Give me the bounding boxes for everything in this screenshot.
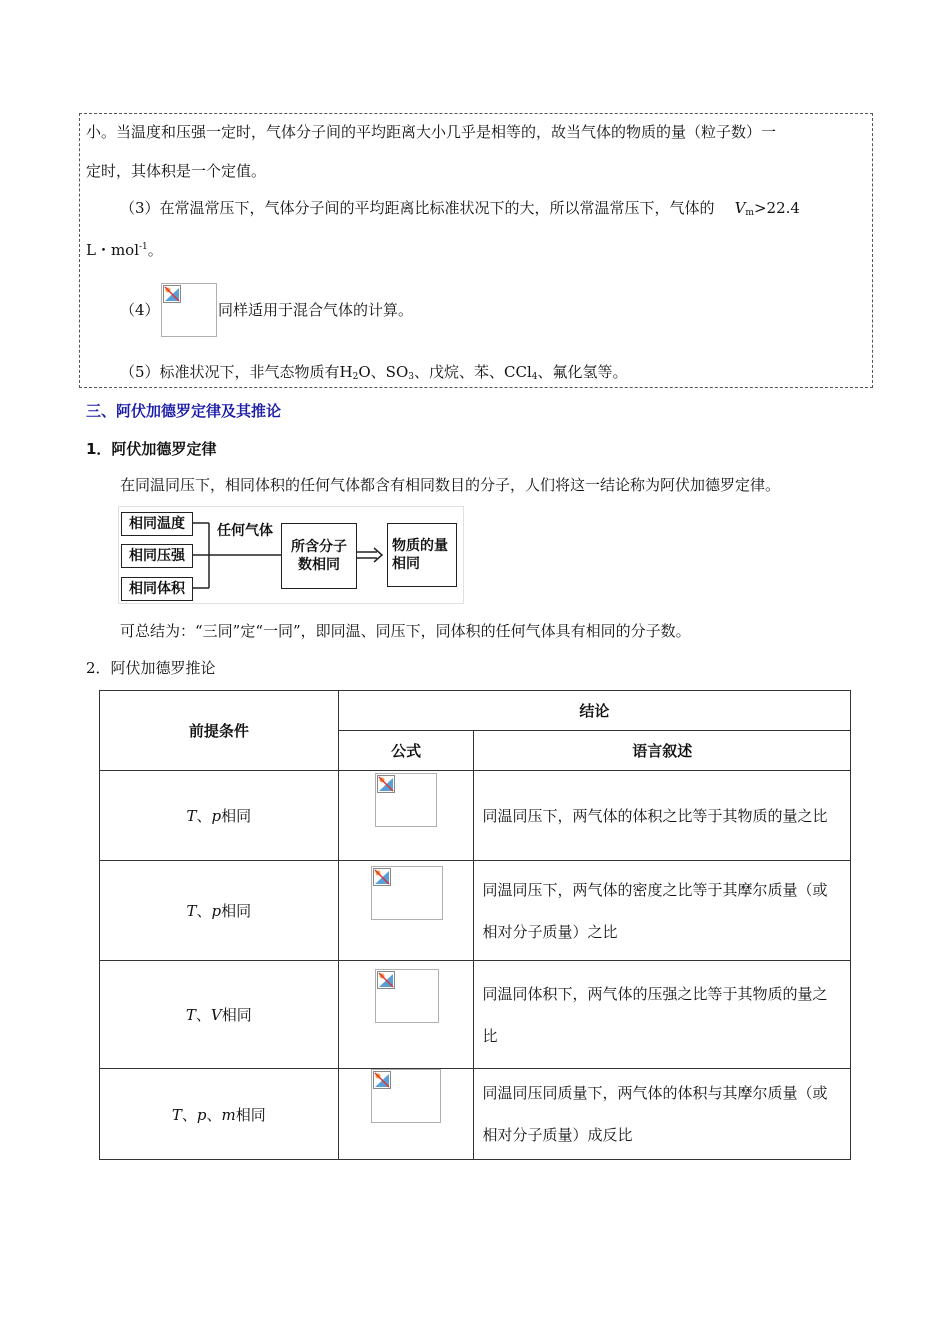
premise-cell: T、p、m相同 bbox=[100, 1069, 339, 1160]
formula-image bbox=[371, 866, 443, 920]
avogadro-law-paragraph: 在同温同压下，相同体积的任何气体都含有相同数目的分子，人们将这一结论称为阿伏加德罗定律。 bbox=[120, 476, 781, 494]
formula-cell bbox=[338, 1069, 474, 1160]
header-statement: 语言叙述 bbox=[474, 731, 851, 771]
diagram-amount-of-substance: 物质的量 相同 bbox=[387, 523, 457, 587]
statement-cell: 同温同压下，两气体的密度之比等于其摩尔质量（或相对分子质量）之比 bbox=[474, 861, 851, 961]
statement-cell: 同温同体积下，两气体的压强之比等于其物质的量之比 bbox=[474, 961, 851, 1069]
diagram-cond-volume: 相同体积 bbox=[121, 577, 193, 601]
diagram-molecule-count: 所含分子 数相同 bbox=[281, 523, 357, 589]
broken-image-icon bbox=[373, 1071, 391, 1089]
statement-cell: 同温同压下，两气体的体积之比等于其物质的量之比 bbox=[474, 771, 851, 861]
box-line-1: 小。当温度和压强一定时，气体分子间的平均距离大小几乎是相等的，故当气体的物质的量（粒子数）一 bbox=[86, 123, 777, 141]
box-line-2: 定时，其体积是一个定值。 bbox=[86, 162, 267, 180]
table-row bbox=[100, 1069, 851, 1160]
header-formula: 公式 bbox=[338, 731, 474, 771]
premise-cell: T、p相同 bbox=[100, 771, 339, 861]
section-3-title: 三、阿伏加德罗定律及其推论 bbox=[86, 402, 282, 420]
diagram-cond-temperature: 相同温度 bbox=[121, 512, 193, 536]
statement-cell: 同温同压同质量下，两气体的体积与其摩尔质量（或相对分子质量）成反比 bbox=[474, 1069, 851, 1160]
item-4-prefix: （4） bbox=[120, 301, 160, 319]
formula-cell bbox=[338, 771, 474, 861]
formula-cell bbox=[338, 861, 474, 961]
formula-image bbox=[371, 1069, 441, 1123]
table-row bbox=[100, 861, 851, 961]
formula-cell bbox=[338, 961, 474, 1069]
diagram-cond-pressure: 相同压强 bbox=[121, 544, 193, 568]
summary-paragraph: 可总结为：“三同”定“一同”，即同温、同压下，同体积的任何气体具有相同的分子数。 bbox=[120, 622, 691, 640]
subsection-2-title: 2．阿伏加德罗推论 bbox=[86, 659, 216, 677]
formula-image bbox=[161, 283, 217, 337]
subsection-1-title: 1．阿伏加德罗定律 bbox=[86, 440, 217, 458]
broken-image-icon bbox=[163, 285, 181, 303]
premise-cell: T、V相同 bbox=[100, 961, 339, 1069]
table-row bbox=[100, 961, 851, 1069]
table-row bbox=[100, 771, 851, 861]
header-premise: 前提条件 bbox=[100, 691, 339, 771]
broken-image-icon bbox=[377, 971, 395, 989]
avogadro-corollary-table bbox=[99, 690, 851, 1160]
broken-image-icon bbox=[377, 775, 395, 793]
formula-image bbox=[375, 773, 437, 827]
avogadro-diagram: 相同温度 相同压强 相同体积 任何气体 所含分子 数相同 物质的量 相同 bbox=[118, 506, 464, 604]
formula-image bbox=[375, 969, 439, 1023]
premise-cell: T、p相同 bbox=[100, 861, 339, 961]
header-conclusion: 结论 bbox=[338, 691, 850, 731]
box-line-3: （3）在常温常压下，气体分子间的平均距离比标准状况下的大，所以常温常压下，气体的 $V_m>22.4$ bbox=[120, 199, 800, 218]
note-box bbox=[79, 113, 873, 388]
broken-image-icon bbox=[373, 868, 391, 886]
item-5: （5）标准状况下，非气态物质有$H_2O$、$SO_3$、戊烷、苯、CCl$_4$、氟化氢等。 bbox=[120, 363, 628, 382]
item-4-text: 同样适用于混合气体的计算。 bbox=[218, 301, 414, 319]
box-line-4: L・mol$^{-1}$。 bbox=[86, 241, 163, 259]
